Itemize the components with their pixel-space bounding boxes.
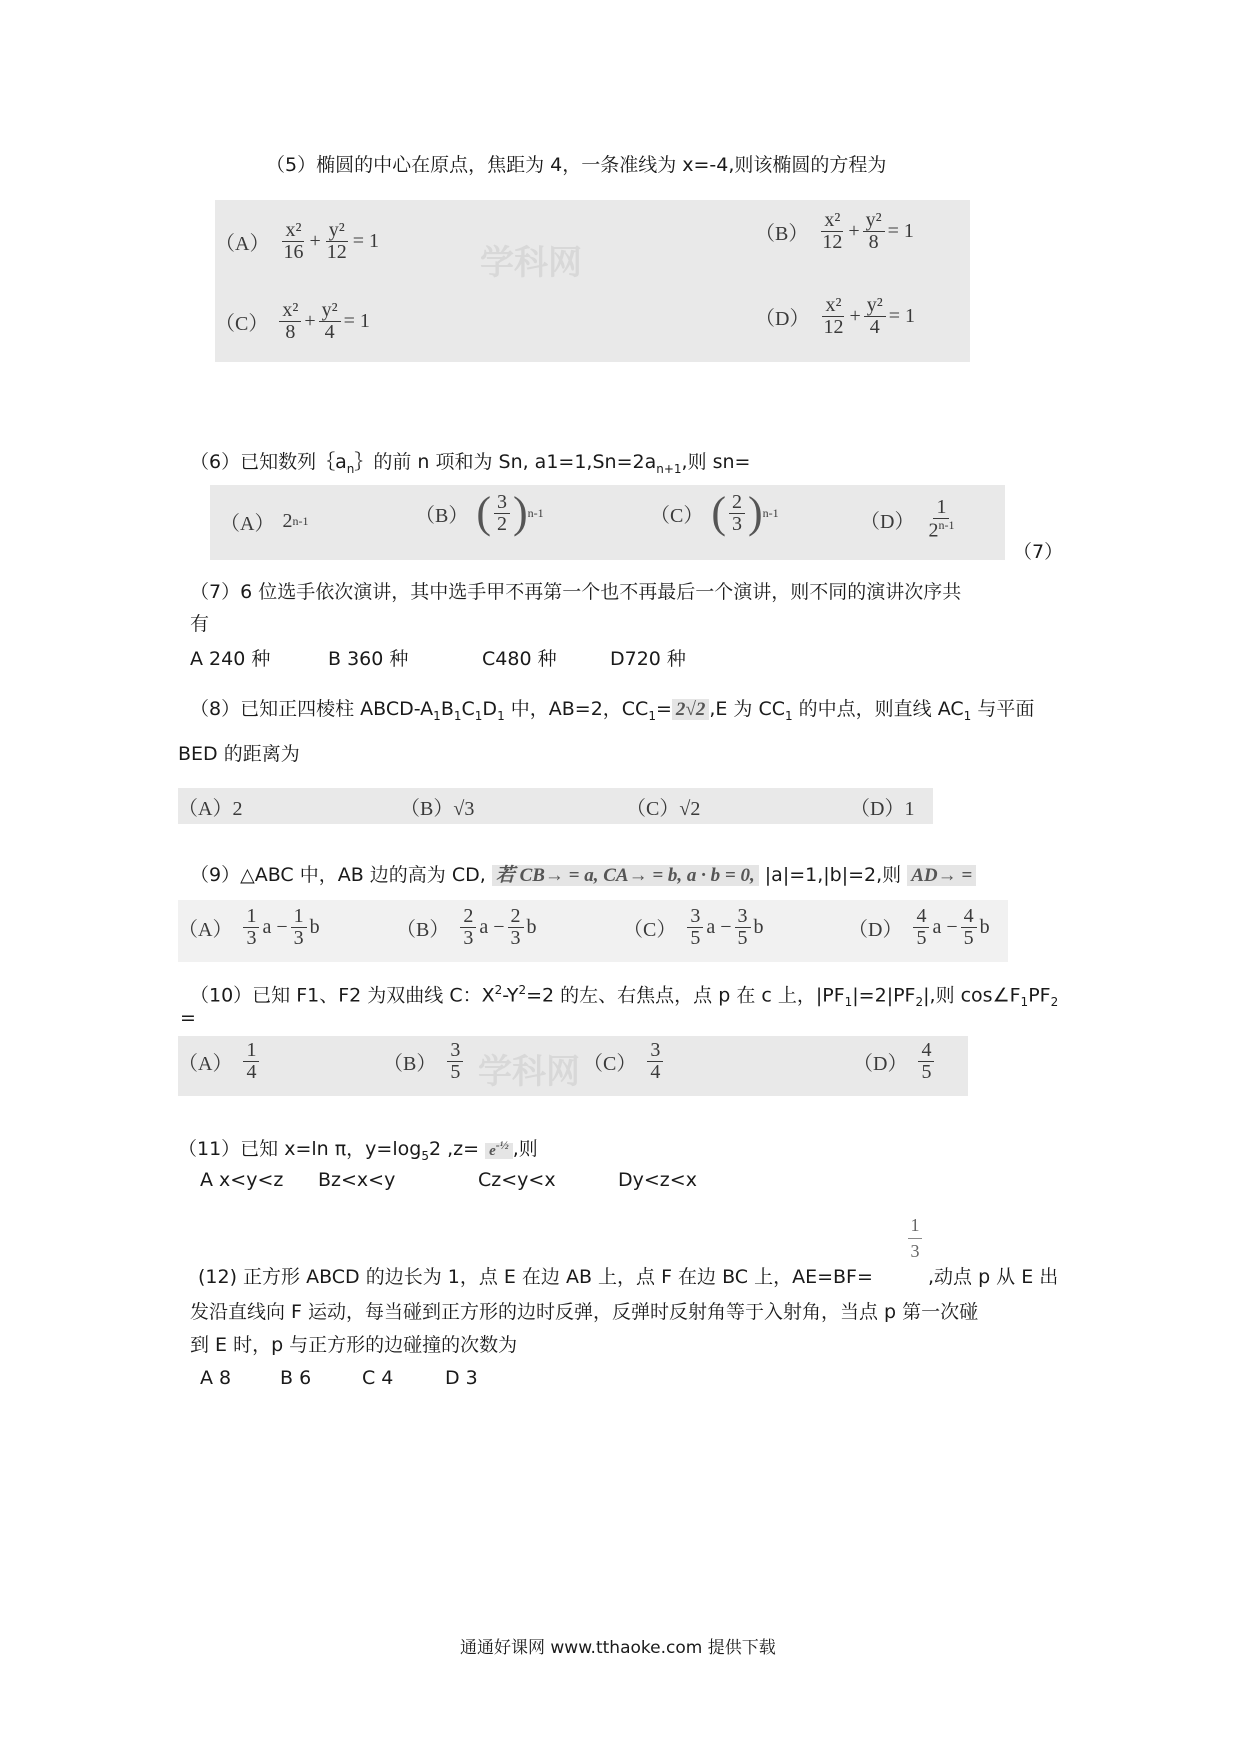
q12-line2: 发沿直线向 F 运动，每当碰到正方形的边时反弹，反弹时反射角等于入射角，当点 p 第一次碰 bbox=[190, 1301, 979, 1323]
q11-option-d[interactable]: Dy<z<x bbox=[618, 1169, 697, 1191]
footer-source: 通通好课网 www.tthaoke.com 提供下载 bbox=[460, 1638, 776, 1658]
q10-option-b[interactable]: （B） $\frac{3}{5}$ bbox=[383, 1040, 466, 1083]
q6-stem: （6）已知数列$\{a_n\}$的前 n 项和为 Sn, $a1=1,Sn=2a_{n+1}$,则 sn= bbox=[190, 451, 751, 476]
q8-option-a[interactable]: （A）2 bbox=[178, 798, 243, 820]
q10-option-a[interactable]: （A） $\frac{1}{4}$ bbox=[178, 1040, 262, 1083]
q12-line1a: (12) 正方形 ABCD 的边长为 1，点 E 在边 AB 上，点 F 在边 BC 上，AE=BF= bbox=[198, 1266, 873, 1288]
q9-option-c[interactable]: （C） $\frac{3}{5}$ a − $\frac{3}{5}$ b bbox=[623, 905, 764, 949]
q12-option-b[interactable]: B 6 bbox=[280, 1367, 312, 1389]
q12-line1b: ,动点 p 从 E 出 bbox=[928, 1266, 1059, 1288]
q8-option-b[interactable]: （B）√3 bbox=[400, 798, 475, 820]
q5-option-c[interactable]: （C） $\frac{\text{x²}}{8}$ + $\frac{\text{y²}}{4}$ = 1 bbox=[215, 299, 370, 343]
q7-option-a[interactable]: A 240 种 bbox=[190, 648, 271, 670]
q8-option-d[interactable]: （D）1 bbox=[850, 798, 915, 820]
q5-option-d[interactable]: （D） $\frac{\text{x²}}{12}$ + $\frac{\text{y²}}{4}$ = 1 bbox=[755, 294, 916, 338]
q10-line2: = bbox=[180, 1007, 196, 1029]
watermark-text: 学科网 bbox=[478, 1052, 580, 1092]
q6-option-d[interactable]: （D） $\frac{1}{2^{n-1}}$ bbox=[860, 496, 955, 542]
q12-fraction: 1 3 bbox=[908, 1215, 922, 1262]
q10-option-c[interactable]: （C） $\frac{3}{4}$ bbox=[583, 1040, 666, 1083]
q9-ad: AD→ = bbox=[907, 865, 976, 886]
q12-option-a[interactable]: A 8 bbox=[200, 1367, 232, 1389]
q10-stem: （10）已知 F1、F2 为双曲线 C：$X^2-Y^2=2$ 的左、右焦点，点 p 在 c 上，$|PF_1|=2|PF_2|$,则 $\cos\angle F_1PF_2$ bbox=[190, 983, 1059, 1010]
q6-trailing: （7） bbox=[1013, 541, 1064, 563]
watermark-text: 学科网 bbox=[480, 243, 582, 283]
q12-line3: 到 E 时，p 与正方形的边碰撞的次数为 bbox=[190, 1334, 518, 1356]
q9-option-a[interactable]: （A） $\frac{1}{3}$ a − $\frac{1}{3}$ b bbox=[178, 905, 320, 949]
q8-line2: BED 的距离为 bbox=[178, 743, 300, 765]
q9-option-b[interactable]: （B） $\frac{2}{3}$ a − $\frac{2}{3}$ b bbox=[396, 905, 537, 949]
q10-option-d[interactable]: （D） $\frac{4}{5}$ bbox=[853, 1040, 937, 1083]
q7-line1: （7）6 位选手依次演讲，其中选手甲不再第一个也不再最后一个演讲，则不同的演讲次序共 bbox=[190, 581, 962, 603]
q9-options-scan bbox=[178, 900, 1008, 962]
q5-option-b[interactable]: （B） $\frac{\text{x²}}{12}$ + $\frac{\text{y²}}{8}$ = 1 bbox=[755, 209, 914, 253]
z-value: $e^{-\frac{1}{2}}$ bbox=[485, 1143, 513, 1159]
q10-options-scan bbox=[178, 1036, 968, 1096]
q6-options-scan bbox=[210, 485, 1005, 560]
q6-option-c[interactable]: （C） ( $\frac{2}{3}$ ) n-1 bbox=[650, 488, 779, 537]
q7-option-c[interactable]: C480 种 bbox=[482, 648, 557, 670]
q6-option-a[interactable]: （A） 2 n-1 bbox=[220, 510, 309, 535]
q5-options-scan bbox=[215, 200, 970, 362]
cc1-value: 2√2 bbox=[672, 699, 709, 720]
q5-stem: （5）椭圆的中心在原点，焦距为 4，一条准线为 x=-4,则该椭圆的方程为 bbox=[266, 154, 887, 176]
q11-option-a[interactable]: A x<y<z bbox=[200, 1169, 284, 1191]
q12-option-c[interactable]: C 4 bbox=[362, 1367, 394, 1389]
q8-stem: （8）已知正四棱柱 ABCD-$A_1B_1C_1D_1$ 中，AB=2，$CC_1= 2√2$ ,E 为 $CC_1$ 的中点，则直线 $AC_1$ 与平面 bbox=[190, 698, 1035, 723]
q5-option-a[interactable]: （A） $\frac{\text{x²}}{16}$ + $\frac{\text{y²}}{12}$ = 1 bbox=[215, 219, 380, 263]
q9-stem: （9）△ABC 中，AB 边的高为 CD, 若 CB→ = a, CA→ = b, a · b = 0, |a|=1,|b|=2,则 AD→ = bbox=[190, 863, 976, 888]
q11-option-c[interactable]: Cz<y<x bbox=[478, 1169, 556, 1191]
q8-option-c[interactable]: （C）√2 bbox=[626, 798, 701, 820]
q8-options-scan bbox=[178, 788, 933, 824]
q7-option-b[interactable]: B 360 种 bbox=[328, 648, 409, 670]
q11-option-b[interactable]: Bz<x<y bbox=[318, 1169, 396, 1191]
q9-option-d[interactable]: （D） $\frac{4}{5}$ a − $\frac{4}{5}$ b bbox=[848, 905, 990, 949]
q7-option-d[interactable]: D720 种 bbox=[610, 648, 686, 670]
q12-option-d[interactable]: D 3 bbox=[445, 1367, 478, 1389]
q9-condition: 若 CB→ = a, CA→ = b, a · b = 0, bbox=[492, 865, 759, 886]
q7-line2: 有 bbox=[190, 613, 210, 635]
q11-stem: （11）已知 x=ln π，$y=\log_52$ $,z= e^{-\frac{1}{2}}$ ,则 bbox=[178, 1138, 538, 1163]
q6-option-b[interactable]: （B） ( $\frac{3}{2}$ ) n-1 bbox=[415, 488, 544, 537]
